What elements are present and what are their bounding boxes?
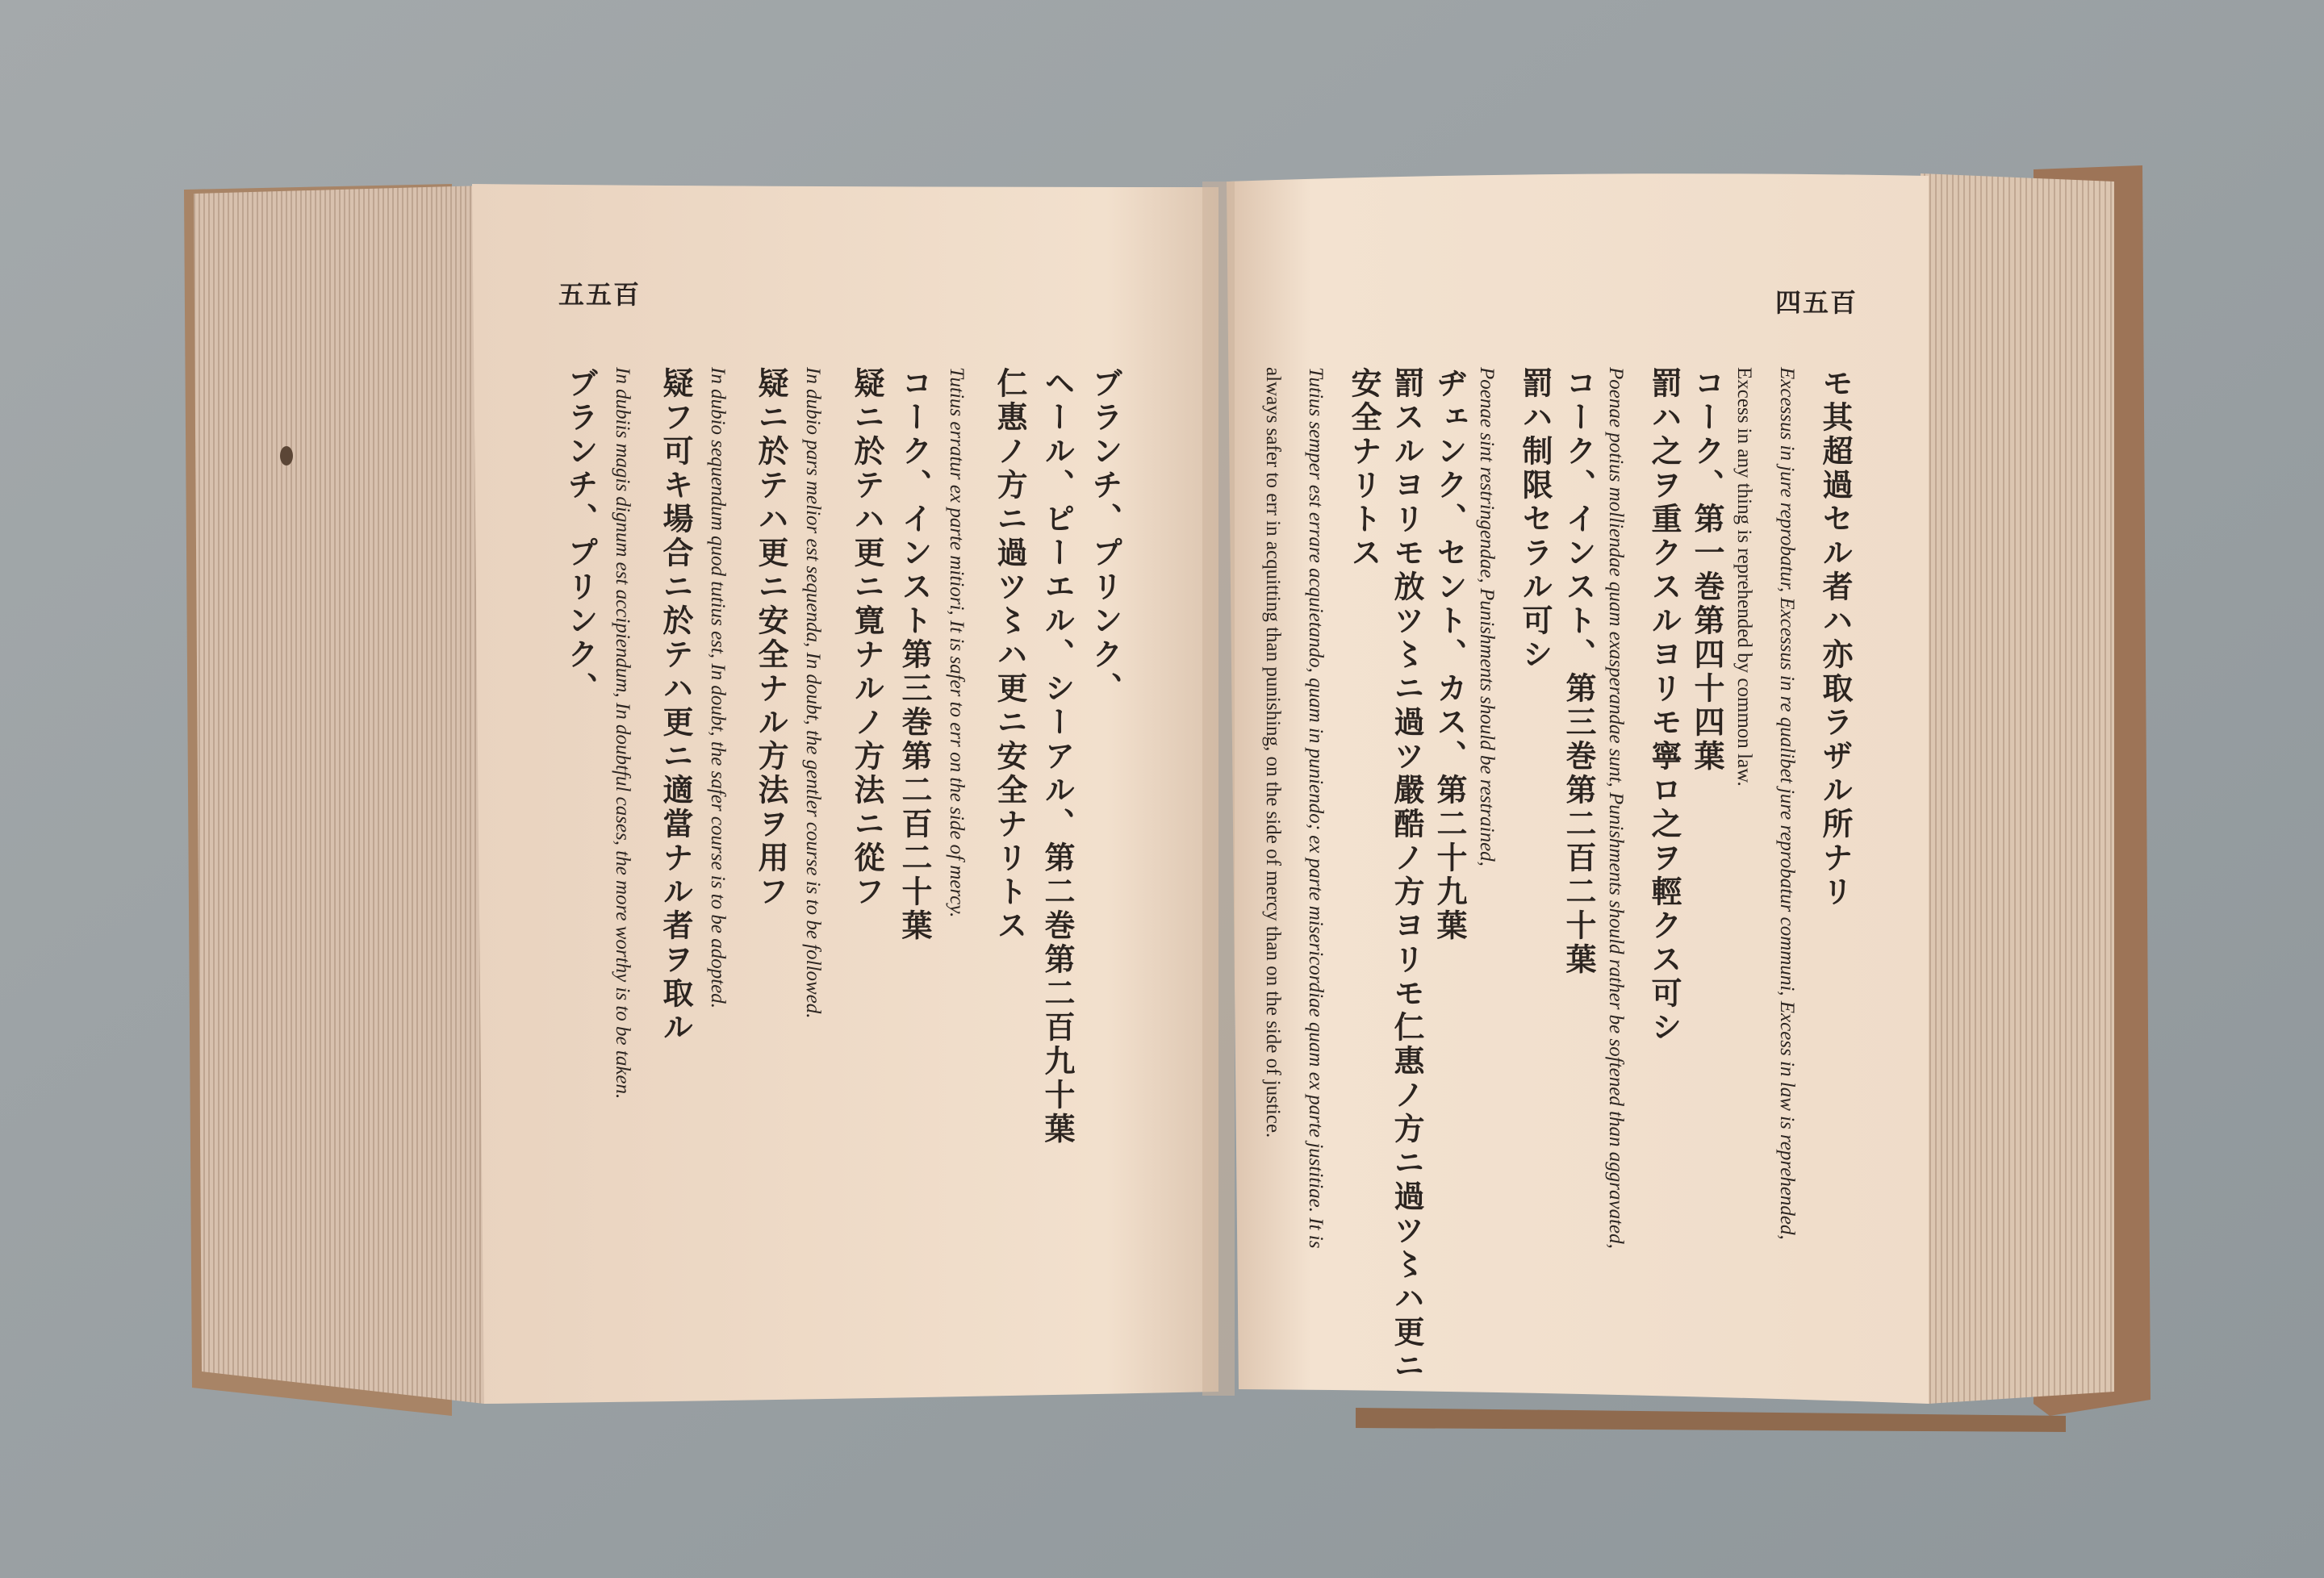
right-column-en: Excess in any thing is reprehended by common law.	[1733, 367, 1755, 787]
right-column-la: Poenae sint restringendae, Punishments should be restrained,	[1476, 367, 1498, 866]
left-column-jp: 疑ニ於テハ更ニ寛ナルノ方法ニ從フ	[849, 367, 885, 909]
left-column-la: In dubio sequendum quod tutius est, In doubt, the safer course is to be adopted.	[707, 367, 729, 1009]
right-column-jp: モ其超過セル者ハ亦取ラザル所ナリ	[1817, 367, 1854, 909]
right-column-jp: コーク、第一巻第四十四葉	[1689, 367, 1725, 774]
right-column-jp: 罰スルヨリモ放ツ〻ニ過ツ嚴酷ノ方ヨリモ仁惠ノ方ニ過ツ〻ハ更ニ	[1389, 367, 1425, 1384]
right-folio: 四五百	[1775, 287, 1858, 318]
left-folio: 五五百	[558, 279, 642, 310]
left-column-jp: 疑ニ於テハ更ニ安全ナル方法ヲ用フ	[753, 367, 789, 909]
right-column-la: Tutius semper est errare acquietando, quam in puniendo; ex parte misericordiae quam ex parte justitiae. It is	[1305, 367, 1327, 1249]
left-column-jp: 仁惠ノ方ニ過ツ〻ハ更ニ安全ナリトス	[992, 367, 1028, 943]
right-column-jp: 安全ナリトス	[1346, 367, 1382, 570]
left-column-jp: コーク、インスト第三巻第二百二十葉	[897, 367, 933, 943]
right-column-jp: 罰ハ制限セラル可シ	[1517, 367, 1553, 672]
right-column-la: Poenae potius molliendae quam exasperandae sunt, Punishments should rather be softened than aggravated,	[1605, 367, 1627, 1249]
left-column-la: In dubio pars melior est sequenda, In doubt, the gentler course is to be followed.	[802, 367, 824, 1019]
right-column-jp: コーク、インスト、第三巻第二百二十葉	[1561, 367, 1597, 977]
left-column-jp: 疑フ可キ場合ニ於テハ更ニ適當ナル者ヲ取ル	[658, 367, 694, 1045]
left-column-jp: ヘール、ピーエル、シーアル、第二巻第二百九十葉	[1039, 367, 1076, 1146]
right-column-jp: ヂェンク、セント、カス、第二十九葉	[1432, 367, 1468, 943]
left-column-la: In dubiis magis dignum est accipiendum, In doubtful cases, the more worthy is to be taken.	[612, 367, 633, 1100]
right-column-la: Excessus in jure reprobatur, Excessus in re qualibet jure reprobatur communi, Excess in law is reprehended,	[1776, 367, 1798, 1240]
left-column-jp: ブランチ、プリンク、	[562, 367, 599, 706]
left-column-la: Tutius erratur ex parte mitiori, It is safer to err on the side of mercy.	[946, 367, 968, 918]
left-column-jp: ブランチ、プリンク、	[1087, 367, 1123, 706]
right-column-en: always safer to err in acquitting than punishing, on the side of mercy than on the side of justice.	[1262, 367, 1284, 1138]
right-column-jp: 罰ハ之ヲ重クスルヨリモ寧ロ之ヲ輕クス可シ	[1646, 367, 1682, 1045]
